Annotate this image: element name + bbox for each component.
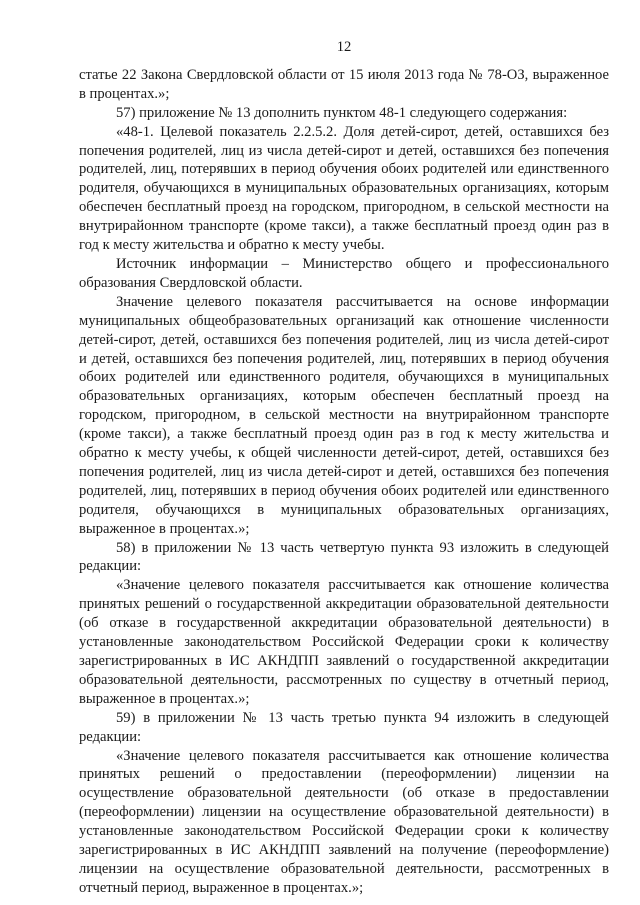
paragraph-item-59: 59) в приложении № 13 часть третью пункта 94 изложить в следующей редакции: [79, 709, 609, 745]
page-number: 12 [336, 39, 352, 55]
paragraph-calculation-48-1: Значение целевого показателя рассчитывается на основе информации муниципальных общеобразовательных организаций как отношение численности детей-сирот, детей, оставшихся без попечения родителей, лиц из числа детей-сирот и детей, оставшихся без попечения родителей, лиц, потерявших в период обучения обоих родителей или единственного родителя, обучающихся в муниципальных образовательных организациях, которым обеспечен бесплатный проезд на городском, пригородном, в сельской местности на внутрирайонном транспорте (кроме такси), а также бесплатный проезд один раз в год к месту жительства и обратно к месту учебы, к общей численности детей-сирот, детей, оставшихся без попечения родителей, лиц из числа детей-сирот и детей, оставшихся без попечения родителей, лиц, потерявших в период обучения обоих родителей или единственного родителя, обучающихся в муниципальных образовательных организациях, выраженное в процентах.»; [79, 293, 609, 537]
paragraph-continuation: статье 22 Закона Свердловской области от 15 июля 2013 года № 78-ОЗ, выраженное в процентах.»; [79, 66, 609, 102]
paragraph-information-source: Источник информации – Министерство общего и профессионального образования Свердловской области. [79, 255, 609, 291]
paragraph-item-58: 58) в приложении № 13 часть четвертую пункта 93 изложить в следующей редакции: [79, 539, 609, 575]
document-page [79, 38, 609, 898]
paragraph-calculation-93: «Значение целевого показателя рассчитывается как отношение количества принятых решений о государственной аккредитации образовательной деятельности (об отказе в государственной аккредитации образовательной деятельности) в установленные законодательством Российской Федерации сроки к количеству зарегистрированных в ИС АКНДПП заявлений о государственной аккредитации образовательной деятельности, рассмотренных по существу в отчетный период, выраженное в процентах.»; [79, 577, 609, 707]
paragraph-calculation-94: «Значение целевого показателя рассчитывается как отношение количества принятых решений о предоставлении (переоформлении) лицензии на осуществление образовательной деятельности (об отказе в предоставлении (переоформлении) лицензии на осуществление образовательной деятельности) в установленные законодательством Российской Федерации сроки к количеству зарегистрированных в ИС АКНДПП заявлений на получение (переоформление) лицензии на осуществление образовательной деятельности, рассмотренных в отчетный период, выраженное в процентах.»; [79, 747, 609, 896]
paragraph-target-48-1: «48-1. Целевой показатель 2.2.5.2. Доля детей-сирот, детей, оставшихся без попечения родителей, лиц из числа детей-сирот и детей, оставшихся без попечения родителей, лиц, потерявших в период обучения обоих родителей или единственного родителя, обучающихся в муниципальных образовательных организациях, которым обеспечен бесплатный проезд на городском, пригородном, в сельской местности на внутрирайонном транспорте (кроме такси), а также бесплатный проезд один раз в год к месту жительства и обратно к месту учебы. [79, 123, 609, 254]
paragraph-item-57: 57) приложение № 13 дополнить пунктом 48-1 следующего содержания: [116, 104, 568, 121]
